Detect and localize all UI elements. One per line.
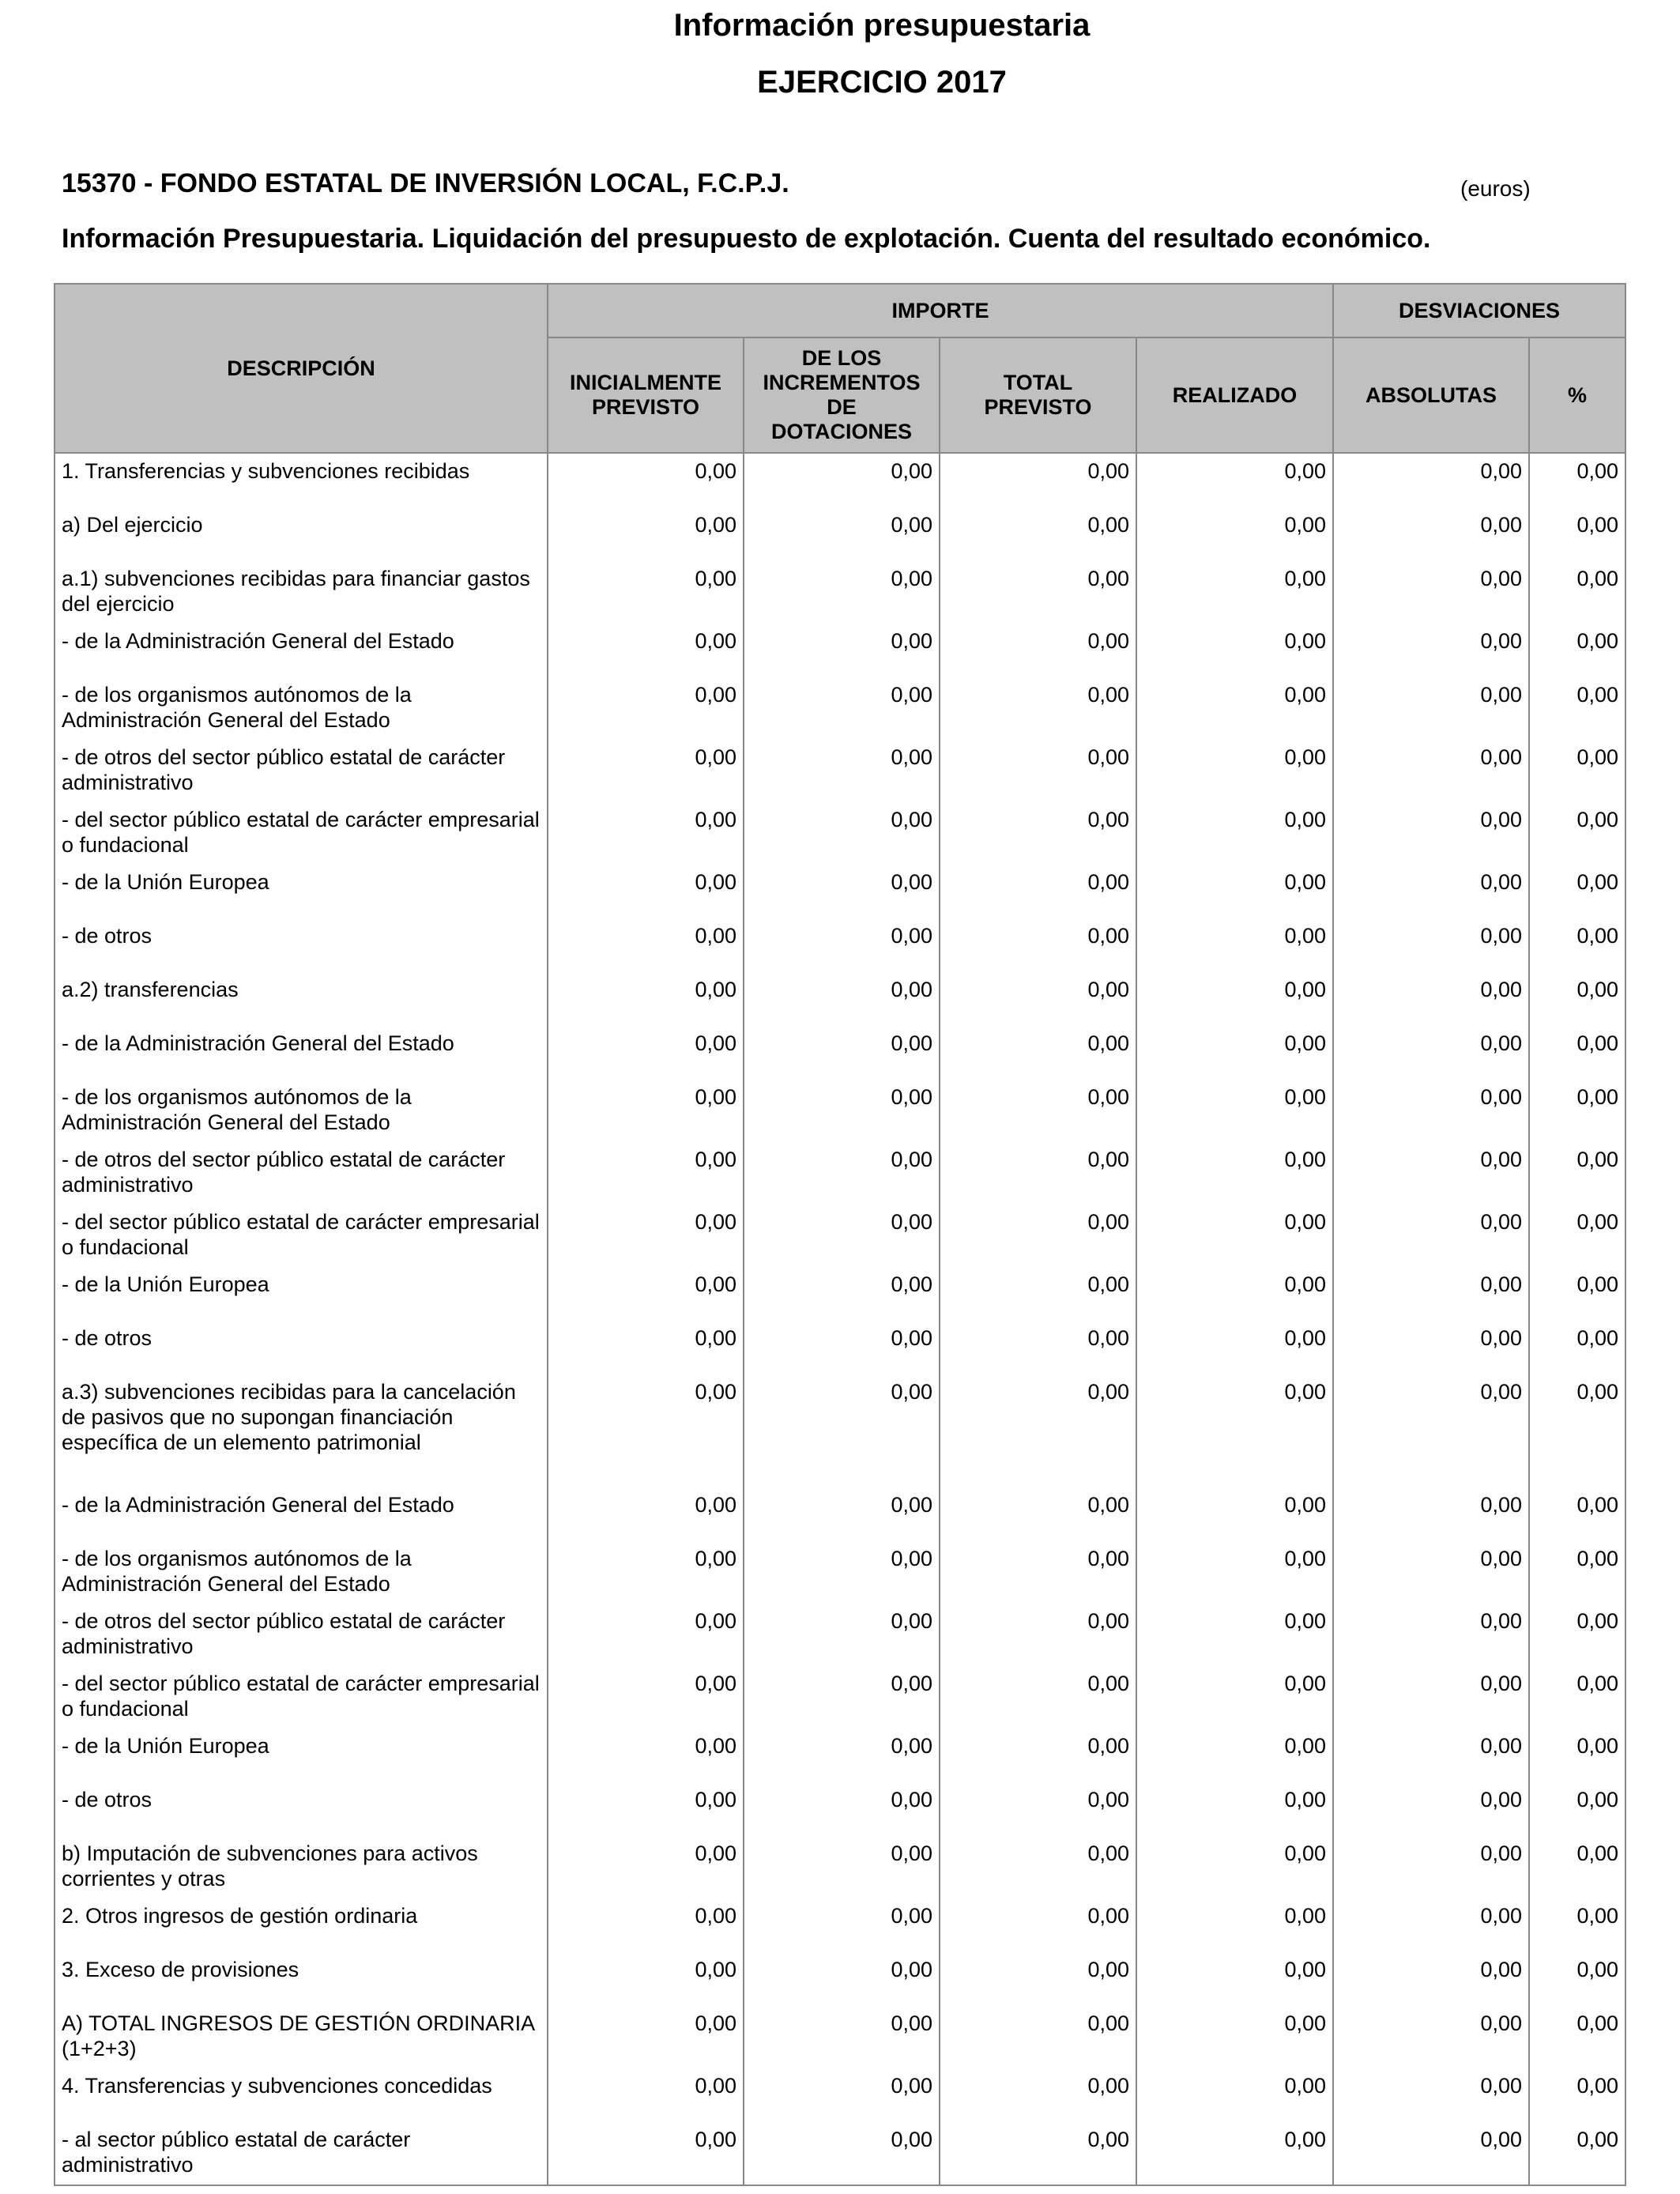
cell-incrementos-dotaciones: 0,00 [744, 865, 940, 918]
cell-inicialmente-previsto: 0,00 [548, 1604, 744, 1666]
header-line: PREVISTO [984, 395, 1092, 419]
table-row [55, 1541, 1625, 1604]
cell-desviacion-porcentaje: 0,00 [1529, 1267, 1625, 1321]
header-line: DE LOS [801, 346, 882, 370]
fiscal-year: EJERCICIO 2017 [757, 65, 1007, 100]
cell-incrementos-dotaciones: 0,00 [744, 1666, 940, 1728]
cell-inicialmente-previsto: 0,00 [548, 1267, 744, 1321]
cell-incrementos-dotaciones: 0,00 [744, 918, 940, 972]
col-header-total-previsto [940, 337, 1136, 453]
cell-desviacion-porcentaje: 0,00 [1529, 802, 1625, 865]
cell-inicialmente-previsto: 0,00 [548, 1666, 744, 1728]
header-line: INCREMENTOS [763, 371, 921, 394]
cell-inicialmente-previsto: 0,00 [548, 561, 744, 624]
cell-desviacion-absoluta: 0,00 [1333, 1952, 1529, 2006]
table-row [55, 507, 1625, 561]
budget-table [54, 283, 1626, 2186]
row-description: a.3) subvenciones recibidas para la cancelación de pasivos que no supongan financiación específica de un elemento patrimonial [55, 1374, 548, 1487]
cell-desviacion-porcentaje: 0,00 [1529, 1487, 1625, 1541]
cell-realizado: 0,00 [1136, 2122, 1333, 2185]
cell-total-previsto: 0,00 [940, 740, 1136, 802]
cell-desviacion-porcentaje: 0,00 [1529, 453, 1625, 507]
cell-total-previsto: 0,00 [940, 802, 1136, 865]
row-description: - del sector público estatal de carácter empresarial o fundacional [55, 1204, 548, 1267]
cell-inicialmente-previsto: 0,00 [548, 802, 744, 865]
cell-realizado: 0,00 [1136, 740, 1333, 802]
table-row [55, 453, 1625, 507]
cell-incrementos-dotaciones: 0,00 [744, 1728, 940, 1782]
cell-desviacion-porcentaje: 0,00 [1529, 740, 1625, 802]
row-description: - de la Administración General del Estado [55, 624, 548, 677]
cell-realizado: 0,00 [1136, 561, 1333, 624]
cell-desviacion-porcentaje: 0,00 [1529, 624, 1625, 677]
cell-incrementos-dotaciones: 0,00 [744, 1321, 940, 1374]
cell-incrementos-dotaciones: 0,00 [744, 1142, 940, 1204]
cell-desviacion-absoluta: 0,00 [1333, 453, 1529, 507]
cell-total-previsto: 0,00 [940, 1374, 1136, 1487]
cell-desviacion-absoluta: 0,00 [1333, 1836, 1529, 1898]
cell-desviacion-porcentaje: 0,00 [1529, 1604, 1625, 1666]
cell-realizado: 0,00 [1136, 1267, 1333, 1321]
table-row [55, 865, 1625, 918]
cell-realizado: 0,00 [1136, 1142, 1333, 1204]
col-header-inicialmente-previsto [548, 337, 744, 453]
cell-incrementos-dotaciones: 0,00 [744, 507, 940, 561]
cell-inicialmente-previsto: 0,00 [548, 1541, 744, 1604]
report-subtitle: Información Presupuestaria. Liquidación del presupuesto de explotación. Cuenta del resultado económico. [62, 224, 1431, 254]
col-header-incrementos-dotaciones [744, 337, 940, 453]
table-row [55, 918, 1625, 972]
cell-total-previsto: 0,00 [940, 1666, 1136, 1728]
cell-incrementos-dotaciones: 0,00 [744, 1204, 940, 1267]
row-description: - de otros del sector público estatal de carácter administrativo [55, 1604, 548, 1666]
table-row [55, 2006, 1625, 2068]
cell-incrementos-dotaciones: 0,00 [744, 740, 940, 802]
cell-realizado: 0,00 [1136, 1836, 1333, 1898]
cell-total-previsto: 0,00 [940, 972, 1136, 1026]
cell-total-previsto: 0,00 [940, 1541, 1136, 1604]
cell-inicialmente-previsto: 0,00 [548, 1374, 744, 1487]
cell-desviacion-absoluta: 0,00 [1333, 2006, 1529, 2068]
cell-realizado: 0,00 [1136, 972, 1333, 1026]
cell-incrementos-dotaciones: 0,00 [744, 1374, 940, 1487]
cell-total-previsto: 0,00 [940, 2006, 1136, 2068]
cell-realizado: 0,00 [1136, 624, 1333, 677]
table-row [55, 1836, 1625, 1898]
cell-total-previsto: 0,00 [940, 453, 1136, 507]
group-header-desviaciones: DESVIACIONES [1333, 284, 1625, 337]
cell-desviacion-absoluta: 0,00 [1333, 1666, 1529, 1728]
cell-realizado: 0,00 [1136, 1487, 1333, 1541]
cell-total-previsto: 0,00 [940, 2122, 1136, 2185]
cell-total-previsto: 0,00 [940, 865, 1136, 918]
row-description: - de la Administración General del Estado [55, 1487, 548, 1541]
row-description: 1. Transferencias y subvenciones recibidas [55, 453, 548, 507]
cell-incrementos-dotaciones: 0,00 [744, 2068, 940, 2122]
cell-incrementos-dotaciones: 0,00 [744, 1026, 940, 1080]
table-row [55, 677, 1625, 740]
table-row [55, 802, 1625, 865]
header-line: INICIALMENTE [570, 371, 721, 394]
cell-desviacion-absoluta: 0,00 [1333, 624, 1529, 677]
cell-desviacion-porcentaje: 0,00 [1529, 865, 1625, 918]
cell-desviacion-absoluta: 0,00 [1333, 740, 1529, 802]
cell-inicialmente-previsto: 0,00 [548, 1487, 744, 1541]
row-description: a.2) transferencias [55, 972, 548, 1026]
cell-incrementos-dotaciones: 0,00 [744, 1952, 940, 2006]
table-row [55, 740, 1625, 802]
table-row [55, 1080, 1625, 1142]
cell-incrementos-dotaciones: 0,00 [744, 561, 940, 624]
cell-incrementos-dotaciones: 0,00 [744, 1541, 940, 1604]
row-description: - al sector público estatal de carácter administrativo [55, 2122, 548, 2185]
cell-realizado: 0,00 [1136, 1782, 1333, 1836]
header-line: DE [827, 395, 857, 419]
row-description: - de otros [55, 1321, 548, 1374]
cell-desviacion-absoluta: 0,00 [1333, 561, 1529, 624]
cell-incrementos-dotaciones: 0,00 [744, 972, 940, 1026]
cell-incrementos-dotaciones: 0,00 [744, 802, 940, 865]
report-title: Información presupuestaria [673, 8, 1090, 43]
table-row [55, 2122, 1625, 2185]
header-line: DOTACIONES [770, 420, 912, 443]
cell-inicialmente-previsto: 0,00 [548, 865, 744, 918]
cell-realizado: 0,00 [1136, 1080, 1333, 1142]
cell-desviacion-absoluta: 0,00 [1333, 677, 1529, 740]
cell-desviacion-porcentaje: 0,00 [1529, 1026, 1625, 1080]
cell-realizado: 0,00 [1136, 1898, 1333, 1952]
cell-desviacion-absoluta: 0,00 [1333, 1782, 1529, 1836]
row-description: - de los organismos autónomos de la Administración General del Estado [55, 1080, 548, 1142]
cell-realizado: 0,00 [1136, 2068, 1333, 2122]
cell-total-previsto: 0,00 [940, 507, 1136, 561]
cell-incrementos-dotaciones: 0,00 [744, 1836, 940, 1898]
cell-realizado: 0,00 [1136, 1541, 1333, 1604]
cell-desviacion-absoluta: 0,00 [1333, 1026, 1529, 1080]
cell-realizado: 0,00 [1136, 918, 1333, 972]
cell-realizado: 0,00 [1136, 1604, 1333, 1666]
row-description: b) Imputación de subvenciones para activos corrientes y otras [55, 1836, 548, 1898]
cell-incrementos-dotaciones: 0,00 [744, 1898, 940, 1952]
cell-incrementos-dotaciones: 0,00 [744, 2122, 940, 2185]
cell-desviacion-absoluta: 0,00 [1333, 1142, 1529, 1204]
cell-desviacion-porcentaje: 0,00 [1529, 1728, 1625, 1782]
cell-total-previsto: 0,00 [940, 1604, 1136, 1666]
cell-total-previsto: 0,00 [940, 561, 1136, 624]
cell-desviacion-absoluta: 0,00 [1333, 865, 1529, 918]
cell-desviacion-porcentaje: 0,00 [1529, 1541, 1625, 1604]
col-header-descripcion: DESCRIPCIÓN [55, 284, 548, 453]
cell-incrementos-dotaciones: 0,00 [744, 1604, 940, 1666]
table-row [55, 1321, 1625, 1374]
table-row [55, 561, 1625, 624]
cell-desviacion-absoluta: 0,00 [1333, 1204, 1529, 1267]
cell-incrementos-dotaciones: 0,00 [744, 624, 940, 677]
cell-desviacion-porcentaje: 0,00 [1529, 972, 1625, 1026]
cell-incrementos-dotaciones: 0,00 [744, 2006, 940, 2068]
group-header-importe: IMPORTE [548, 284, 1333, 337]
cell-total-previsto: 0,00 [940, 1080, 1136, 1142]
cell-inicialmente-previsto: 0,00 [548, 1952, 744, 2006]
cell-desviacion-porcentaje: 0,00 [1529, 2006, 1625, 2068]
cell-realizado: 0,00 [1136, 802, 1333, 865]
row-description: - de los organismos autónomos de la Administración General del Estado [55, 1541, 548, 1604]
table-row [55, 624, 1625, 677]
entity-name: 15370 - FONDO ESTATAL DE INVERSIÓN LOCAL, F.C.P.J. [62, 168, 789, 198]
cell-desviacion-porcentaje: 0,00 [1529, 1666, 1625, 1728]
row-description: a.1) subvenciones recibidas para financiar gastos del ejercicio [55, 561, 548, 624]
row-description: - de la Unión Europea [55, 865, 548, 918]
cell-realizado: 0,00 [1136, 1728, 1333, 1782]
cell-inicialmente-previsto: 0,00 [548, 1204, 744, 1267]
col-header-absolutas: ABSOLUTAS [1333, 337, 1529, 453]
header-line: PREVISTO [591, 395, 700, 419]
cell-realizado: 0,00 [1136, 1666, 1333, 1728]
cell-desviacion-porcentaje: 0,00 [1529, 1374, 1625, 1487]
row-description: - de otros del sector público estatal de carácter administrativo [55, 1142, 548, 1204]
cell-desviacion-porcentaje: 0,00 [1529, 561, 1625, 624]
cell-inicialmente-previsto: 0,00 [548, 1080, 744, 1142]
cell-desviacion-porcentaje: 0,00 [1529, 1142, 1625, 1204]
row-description: - de los organismos autónomos de la Administración General del Estado [55, 677, 548, 740]
cell-total-previsto: 0,00 [940, 1026, 1136, 1080]
table-row [55, 1204, 1625, 1267]
cell-desviacion-absoluta: 0,00 [1333, 1080, 1529, 1142]
table-row [55, 972, 1625, 1026]
cell-inicialmente-previsto: 0,00 [548, 677, 744, 740]
cell-desviacion-absoluta: 0,00 [1333, 507, 1529, 561]
row-description: - de la Unión Europea [55, 1267, 548, 1321]
table-row [55, 1374, 1625, 1487]
cell-inicialmente-previsto: 0,00 [548, 1898, 744, 1952]
cell-total-previsto: 0,00 [940, 1487, 1136, 1541]
table-row [55, 1898, 1625, 1952]
cell-realizado: 0,00 [1136, 677, 1333, 740]
cell-realizado: 0,00 [1136, 2006, 1333, 2068]
cell-realizado: 0,00 [1136, 507, 1333, 561]
cell-inicialmente-previsto: 0,00 [548, 918, 744, 972]
cell-total-previsto: 0,00 [940, 1142, 1136, 1204]
cell-total-previsto: 0,00 [940, 1782, 1136, 1836]
table-row [55, 1952, 1625, 2006]
row-description: - de otros [55, 918, 548, 972]
table-row [55, 1604, 1625, 1666]
cell-desviacion-absoluta: 0,00 [1333, 2068, 1529, 2122]
cell-desviacion-absoluta: 0,00 [1333, 1728, 1529, 1782]
currency-units: (euros) [1460, 176, 1531, 201]
cell-incrementos-dotaciones: 0,00 [744, 453, 940, 507]
row-description: 2. Otros ingresos de gestión ordinaria [55, 1898, 548, 1952]
table-row [55, 1666, 1625, 1728]
cell-desviacion-absoluta: 0,00 [1333, 1898, 1529, 1952]
cell-inicialmente-previsto: 0,00 [548, 1026, 744, 1080]
cell-desviacion-absoluta: 0,00 [1333, 1541, 1529, 1604]
cell-total-previsto: 0,00 [940, 1267, 1136, 1321]
cell-desviacion-porcentaje: 0,00 [1529, 507, 1625, 561]
row-description: - de la Administración General del Estado [55, 1026, 548, 1080]
row-description: A) TOTAL INGRESOS DE GESTIÓN ORDINARIA (1+2+3) [55, 2006, 548, 2068]
cell-total-previsto: 0,00 [940, 1728, 1136, 1782]
cell-total-previsto: 0,00 [940, 1204, 1136, 1267]
row-description: 4. Transferencias y subvenciones concedidas [55, 2068, 548, 2122]
cell-desviacion-porcentaje: 0,00 [1529, 1782, 1625, 1836]
cell-inicialmente-previsto: 0,00 [548, 507, 744, 561]
cell-realizado: 0,00 [1136, 865, 1333, 918]
cell-total-previsto: 0,00 [940, 677, 1136, 740]
row-description: - del sector público estatal de carácter empresarial o fundacional [55, 1666, 548, 1728]
cell-inicialmente-previsto: 0,00 [548, 1321, 744, 1374]
cell-realizado: 0,00 [1136, 1204, 1333, 1267]
cell-desviacion-porcentaje: 0,00 [1529, 1898, 1625, 1952]
cell-total-previsto: 0,00 [940, 918, 1136, 972]
cell-inicialmente-previsto: 0,00 [548, 624, 744, 677]
cell-incrementos-dotaciones: 0,00 [744, 1487, 940, 1541]
table-body [55, 453, 1625, 2185]
cell-inicialmente-previsto: 0,00 [548, 1142, 744, 1204]
cell-realizado: 0,00 [1136, 1952, 1333, 2006]
cell-desviacion-absoluta: 0,00 [1333, 1374, 1529, 1487]
cell-inicialmente-previsto: 0,00 [548, 1728, 744, 1782]
table-row [55, 1487, 1625, 1541]
cell-incrementos-dotaciones: 0,00 [744, 1267, 940, 1321]
row-description: - del sector público estatal de carácter empresarial o fundacional [55, 802, 548, 865]
cell-inicialmente-previsto: 0,00 [548, 2068, 744, 2122]
cell-realizado: 0,00 [1136, 1374, 1333, 1487]
cell-total-previsto: 0,00 [940, 2068, 1136, 2122]
cell-desviacion-absoluta: 0,00 [1333, 972, 1529, 1026]
cell-total-previsto: 0,00 [940, 1952, 1136, 2006]
cell-desviacion-porcentaje: 0,00 [1529, 1204, 1625, 1267]
table-row [55, 1728, 1625, 1782]
table-row [55, 2068, 1625, 2122]
cell-incrementos-dotaciones: 0,00 [744, 677, 940, 740]
cell-total-previsto: 0,00 [940, 624, 1136, 677]
table-row [55, 1267, 1625, 1321]
cell-incrementos-dotaciones: 0,00 [744, 1080, 940, 1142]
cell-realizado: 0,00 [1136, 1026, 1333, 1080]
cell-realizado: 0,00 [1136, 453, 1333, 507]
cell-realizado: 0,00 [1136, 1321, 1333, 1374]
cell-desviacion-porcentaje: 0,00 [1529, 1952, 1625, 2006]
cell-desviacion-absoluta: 0,00 [1333, 1604, 1529, 1666]
table-row [55, 1142, 1625, 1204]
cell-desviacion-porcentaje: 0,00 [1529, 2068, 1625, 2122]
row-description: - de otros [55, 1782, 548, 1836]
cell-desviacion-absoluta: 0,00 [1333, 918, 1529, 972]
cell-inicialmente-previsto: 0,00 [548, 453, 744, 507]
table-row [55, 1026, 1625, 1080]
cell-desviacion-absoluta: 0,00 [1333, 1487, 1529, 1541]
cell-desviacion-absoluta: 0,00 [1333, 1321, 1529, 1374]
cell-incrementos-dotaciones: 0,00 [744, 1782, 940, 1836]
cell-desviacion-absoluta: 0,00 [1333, 1267, 1529, 1321]
cell-inicialmente-previsto: 0,00 [548, 2122, 744, 2185]
row-description: a) Del ejercicio [55, 507, 548, 561]
cell-inicialmente-previsto: 0,00 [548, 2006, 744, 2068]
cell-desviacion-porcentaje: 0,00 [1529, 1321, 1625, 1374]
row-description: - de otros del sector público estatal de carácter administrativo [55, 740, 548, 802]
cell-inicialmente-previsto: 0,00 [548, 740, 744, 802]
col-header-realizado: REALIZADO [1136, 337, 1333, 453]
row-description: - de la Unión Europea [55, 1728, 548, 1782]
cell-inicialmente-previsto: 0,00 [548, 1836, 744, 1898]
col-header-porcentaje: % [1529, 337, 1625, 453]
cell-desviacion-absoluta: 0,00 [1333, 2122, 1529, 2185]
cell-desviacion-porcentaje: 0,00 [1529, 1836, 1625, 1898]
cell-inicialmente-previsto: 0,00 [548, 972, 744, 1026]
row-description: 3. Exceso de provisiones [55, 1952, 548, 2006]
cell-desviacion-porcentaje: 0,00 [1529, 1080, 1625, 1142]
cell-desviacion-porcentaje: 0,00 [1529, 2122, 1625, 2185]
cell-desviacion-absoluta: 0,00 [1333, 802, 1529, 865]
cell-desviacion-porcentaje: 0,00 [1529, 677, 1625, 740]
cell-total-previsto: 0,00 [940, 1321, 1136, 1374]
cell-total-previsto: 0,00 [940, 1898, 1136, 1952]
cell-inicialmente-previsto: 0,00 [548, 1782, 744, 1836]
cell-desviacion-porcentaje: 0,00 [1529, 918, 1625, 972]
table-row [55, 1782, 1625, 1836]
cell-total-previsto: 0,00 [940, 1836, 1136, 1898]
header-line: TOTAL [1003, 371, 1073, 394]
